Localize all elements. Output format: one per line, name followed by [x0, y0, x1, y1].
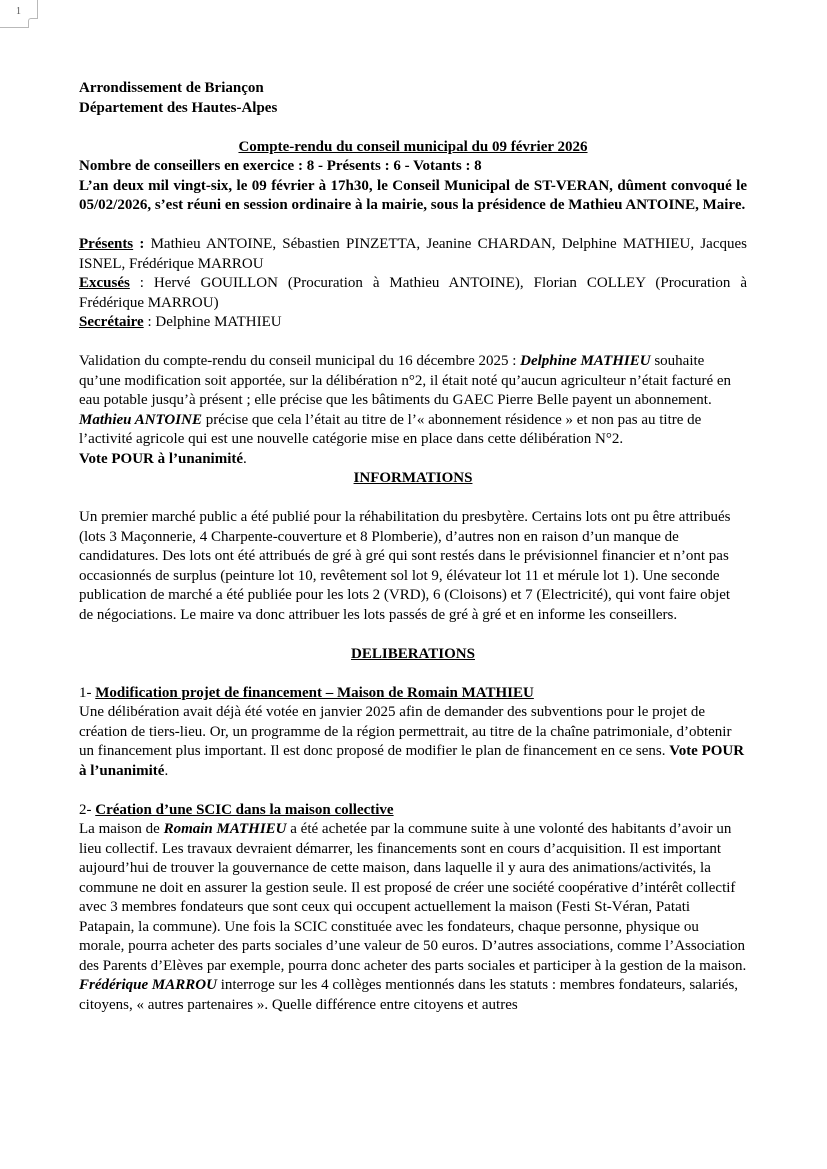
excused-paragraph: Excusés : Hervé GOUILLON (Procuration à Mathieu ANTOINE), Florian COLLEY (Procuration à Frédérique MARROU) — [79, 275, 747, 311]
present-paragraph: Présents : Mathieu ANTOINE, Sébastien PINZETTA, Jeanine CHARDAN, Delphine MATHIEU, Jacques ISNEL, Frédérique MARROU — [79, 236, 747, 272]
deliberation-1-title: 1- Modification projet de financement – Maison de Romain MATHIEU — [79, 684, 534, 701]
validation-vote: Vote POUR à l’unanimité. — [79, 450, 247, 467]
deliberation-2-paragraph-cont: Frédérique MARROU interroge sur les 4 collèges mentionnés dans les statuts : membres fondateurs, salariés, citoyens, « autres partenaires ». Quelle différence entre citoyens et autres — [79, 977, 739, 1013]
secretary-name: Delphine MATHIEU — [155, 314, 282, 330]
deliberation-2-paragraph: La maison de Romain MATHIEU a été achetée par la commune suite à une volonté des habitants d’avoir un lieu collectif. Les travaux devraient démarrer, les financements sont en cours d’acquisition. Il est important aujourd’hui de trouver la gouvernance de cette maison, dans laquelle il y aura des animations/activités, la commune ne doit en assurer la gestion seule. Il est proposé de créer une société coopérative d’intérêt collectif avec 3 membres fondateurs que sont ceux qui occupent actuellement la maison (Festi St-Véran, Patati Patapain, la commune). Une fois la SCIC constituée avec les fondateurs, chaque personne, physique ou morale, pourra acheter des parts sociales d’une valeur de 50 euros. D’autres associations, comme l’Association des Parents d’Elèves par exemple, pourra donc acheter des parts sociales et participer à la gestion de la maison. — [79, 821, 747, 974]
secretary-label: Secrétaire — [79, 314, 144, 330]
departement-line: Département des Hautes-Alpes — [79, 99, 278, 116]
deliberation-2-name-2: Frédérique MARROU — [79, 977, 217, 993]
deliberation-1-vote: Vote POUR à l’unanimité — [79, 743, 745, 779]
page-number: 1 — [16, 6, 21, 17]
page-number-tab — [0, 0, 38, 28]
secretary-paragraph: Secrétaire : Delphine MATHIEU — [79, 314, 282, 330]
informations-paragraph: Un premier marché public a été publié pour la réhabilitation du presbytère. Certains lots ont pu être attribués (lots 3 Maçonnerie, 4 Charpente-couverture et 8 Plomberie), d’autres non en raison d’un manque de candidatures. Des lots ont été attribués de gré à gré qui sont restés dans le prévisionnel financier et n’ont pas occasionnés de surplus (peinture lot 10, revêtement sol lot 9, élévateur lot 11 et mérule lot 1). Une seconde publication de marché a été publiée pour les lots 2 (VRD), 6 (Cloisons) et 7 (Electricité), qui vont faire objet de négociations. Le maire va donc attribuer les lots passés de gré à gré et en informe les conseillers. — [79, 509, 731, 623]
deliberation-1-paragraph: Une délibération avait déjà été votée en janvier 2025 afin de demander des subventions pour le projet de création de tiers-lieu. Or, un programme de la région permettrait, au titre de la chaîne patrimoniale, d’obtenir un financement plus important. Il est donc proposé de modifier le plan de financement en ce sens. Vote POUR à l’unanimité. — [79, 704, 745, 779]
excused-list: Hervé GOUILLON (Procuration à Mathieu ANTOINE), Florian COLLEY (Procuration à Frédérique MARROU) — [79, 275, 747, 311]
document-body — [79, 79, 747, 1015]
informations-heading: INFORMATIONS — [353, 470, 473, 486]
validation-name-1: Delphine MATHIEU — [520, 353, 651, 369]
present-label: Présents — [79, 236, 134, 252]
validation-paragraph: Validation du compte-rendu du conseil municipal du 16 décembre 2025 : Delphine MATHIEU souhaite qu’une modification soit apportée, sur la délibération n°2, il était noté qu’aucun agriculteur n’était facturé en eau potable jusqu’à présent ; elle précise que les bâtiments du GAEC Pierre Belle payent un abonnement. Mathieu ANTOINE précise que cela l’était au titre de l’« abonnement résidence » et non pas au titre de l’activité agricole qui est une nouvelle catégorie mise en place dans cette délibération N°2. — [79, 353, 732, 447]
present-list: Mathieu ANTOINE, Sébastien PINZETTA, Jeanine CHARDAN, Delphine MATHIEU, Jacques ISNEL, Frédérique MARROU — [79, 236, 747, 272]
counts-line: Nombre de conseillers en exercice : 8 - Présents : 6 - Votants : 8 — [79, 158, 482, 174]
deliberations-heading: DELIBERATIONS — [351, 645, 475, 662]
validation-name-2: Mathieu ANTOINE — [79, 411, 202, 428]
intro-paragraph: L’an deux mil vingt-six, le 09 février à 17h30, le Conseil Municipal de ST-VERAN, dûment convoqué le 05/02/2026, s’est réuni en session ordinaire à la mairie, sous la présidence de Mathieu ANTOINE, Maire. — [79, 177, 747, 213]
document-title: Compte-rendu du conseil municipal du 09 février 2026 — [238, 138, 588, 155]
deliberation-2-name-1: Romain MATHIEU — [163, 821, 287, 837]
deliberation-2-title: 2- Création d’une SCIC dans la maison collective — [79, 801, 394, 818]
excused-label: Excusés — [79, 275, 130, 291]
arrondissement-line: Arrondissement de Briançon — [79, 80, 264, 96]
